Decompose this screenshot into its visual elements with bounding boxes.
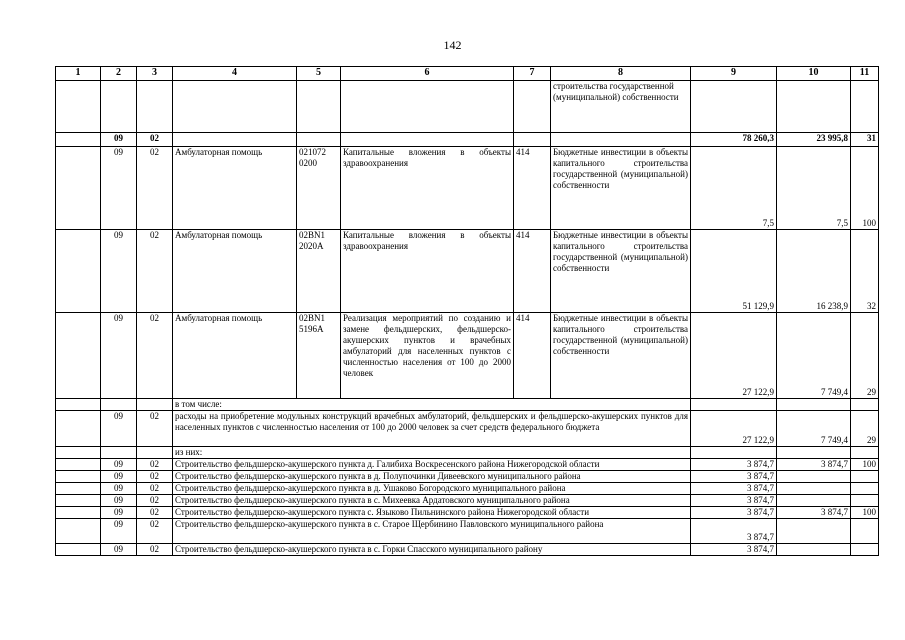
cell-plan: 3 874,7 xyxy=(691,507,777,519)
cell-plan: 3 874,7 xyxy=(691,544,777,556)
cell-actual xyxy=(777,544,851,556)
column-header: 3 xyxy=(137,67,173,81)
cell-actual: 3 874,7 xyxy=(777,459,851,471)
table-row xyxy=(56,230,879,313)
cell-actual: 7 749,4 xyxy=(777,313,851,399)
cell-name: Амбулаторная помощь xyxy=(173,313,297,399)
column-header: 2 xyxy=(101,67,137,81)
cell-plan: 27 122,9 xyxy=(691,313,777,399)
table-row xyxy=(56,399,879,411)
table-row xyxy=(56,471,879,483)
budget-table xyxy=(55,66,879,556)
cell-type: 414 xyxy=(514,147,551,230)
cell-actual: 16 238,9 xyxy=(777,230,851,313)
cell-note: в том числе: xyxy=(173,399,691,411)
column-header: 4 xyxy=(173,67,297,81)
cell-section: 09 xyxy=(101,411,137,447)
cell-percent: 100 xyxy=(851,459,879,471)
column-header: 9 xyxy=(691,67,777,81)
column-header: 7 xyxy=(514,67,551,81)
cell-subsection: 02 xyxy=(137,507,173,519)
cell-section: 09 xyxy=(101,483,137,495)
cell-plan: 3 874,7 xyxy=(691,483,777,495)
cell-actual xyxy=(777,483,851,495)
cell-percent: 29 xyxy=(851,313,879,399)
header-row xyxy=(56,67,879,81)
cell-name: Амбулаторная помощь xyxy=(173,147,297,230)
cell-type: 414 xyxy=(514,313,551,399)
cell-percent: 32 xyxy=(851,230,879,313)
cell-section: 09 xyxy=(101,544,137,556)
cell-name: Амбулаторная помощь xyxy=(173,230,297,313)
column-header: 11 xyxy=(851,67,879,81)
cell-plan: 27 122,9 xyxy=(691,411,777,447)
cell-subsection: 02 xyxy=(137,147,173,230)
table-row xyxy=(56,411,879,447)
cell-actual: 23 995,8 xyxy=(777,133,851,147)
table-row xyxy=(56,483,879,495)
cell-section: 09 xyxy=(101,313,137,399)
cell-section: 09 xyxy=(101,459,137,471)
cell-code: 02BN1 2020A xyxy=(297,230,341,313)
cell-percent: 100 xyxy=(851,147,879,230)
cell-plan: 3 874,7 xyxy=(691,471,777,483)
cell-name: Строительство фельдшерско-акушерского пункта с. Языково Пильнинского района Нижегородской области xyxy=(173,507,691,519)
table-row xyxy=(56,147,879,230)
cell-name: Строительство фельдшерско-акушерского пункта в д. Полупочинки Дивеевского муниципального района xyxy=(173,471,691,483)
cell-description: Капитальные вложения в объекты здравоохранения xyxy=(341,230,514,313)
cell-name: Строительство фельдшерско-акушерского пункта в с. Михеевка Ардатовского муниципального района xyxy=(173,495,691,507)
cell-form: Бюджетные инвестиции в объекты капитального строительства государственной (муниципальной) собственности xyxy=(551,230,691,313)
table-row xyxy=(56,507,879,519)
cell-description: Реализация мероприятий по созданию и замене фельдшерских, фельдшерско-акушерских пунктов и врачебных амбулаторий для населенных пунктов с численностью населения от 100 до 2000 человек xyxy=(341,313,514,399)
cell-section: 09 xyxy=(101,133,137,147)
cell-actual: 3 874,7 xyxy=(777,507,851,519)
column-header: 6 xyxy=(341,67,514,81)
cell-form: строительства государственной (муниципальной) собственности xyxy=(551,81,691,133)
cell-section: 09 xyxy=(101,507,137,519)
cell-section: 09 xyxy=(101,230,137,313)
cell-form: Бюджетные инвестиции в объекты капитального строительства государственной (муниципальной) собственности xyxy=(551,147,691,230)
table-row xyxy=(56,81,879,133)
cell-subsection: 02 xyxy=(137,519,173,544)
cell-plan: 78 260,3 xyxy=(691,133,777,147)
cell-subsection: 02 xyxy=(137,483,173,495)
table-row xyxy=(56,459,879,471)
table-row xyxy=(56,447,879,459)
cell-percent xyxy=(851,483,879,495)
column-header: 10 xyxy=(777,67,851,81)
cell-form: Бюджетные инвестиции в объекты капитального строительства государственной (муниципальной) собственности xyxy=(551,313,691,399)
cell-plan: 3 874,7 xyxy=(691,519,777,544)
table-row xyxy=(56,519,879,544)
cell-section: 09 xyxy=(101,519,137,544)
table-row xyxy=(56,313,879,399)
cell-subsection: 02 xyxy=(137,459,173,471)
cell-percent: 31 xyxy=(851,133,879,147)
cell-note: из них: xyxy=(173,447,691,459)
cell-percent: 100 xyxy=(851,507,879,519)
cell-subsection: 02 xyxy=(137,133,173,147)
cell-name: Строительство фельдшерско-акушерского пункта в д. Ушаково Богородского муниципального района xyxy=(173,483,691,495)
cell-subsection: 02 xyxy=(137,411,173,447)
cell-name: Строительство фельдшерско-акушерского пункта в с. Горки Спасского муниципального району xyxy=(173,544,691,556)
cell-actual xyxy=(777,495,851,507)
page-number: 142 xyxy=(443,38,462,52)
cell-actual xyxy=(777,471,851,483)
table-row xyxy=(56,544,879,556)
cell-section: 09 xyxy=(101,495,137,507)
cell-plan: 3 874,7 xyxy=(691,495,777,507)
cell-description: Капитальные вложения в объекты здравоохранения xyxy=(341,147,514,230)
cell-type: 414 xyxy=(514,230,551,313)
column-header: 1 xyxy=(56,67,101,81)
cell-subsection: 02 xyxy=(137,471,173,483)
cell-percent xyxy=(851,471,879,483)
cell-actual xyxy=(777,519,851,544)
table-row xyxy=(56,495,879,507)
cell-percent: 29 xyxy=(851,411,879,447)
cell-subsection: 02 xyxy=(137,495,173,507)
cell-plan: 7,5 xyxy=(691,147,777,230)
cell-plan: 51 129,9 xyxy=(691,230,777,313)
cell-subsection: 02 xyxy=(137,230,173,313)
cell-plan: 3 874,7 xyxy=(691,459,777,471)
cell-subsection: 02 xyxy=(137,313,173,399)
column-header: 8 xyxy=(551,67,691,81)
cell-name: Строительство фельдшерско-акушерского пункта д. Галибиха Воскресенского района Нижегородской области xyxy=(173,459,691,471)
cell-section: 09 xyxy=(101,147,137,230)
cell-code: 02BN1 5196A xyxy=(297,313,341,399)
cell-section: 09 xyxy=(101,471,137,483)
cell-description: расходы на приобретение модульных конструкций врачебных амбулаторий, фельдшерских и фельдшерско-акушерских пунктов для населенных пунктов с численностью населения от 100 до 2000 человек за счет средств федерального бюджета xyxy=(173,411,691,447)
cell-percent xyxy=(851,495,879,507)
cell-percent xyxy=(851,519,879,544)
column-header: 5 xyxy=(297,67,341,81)
cell-actual: 7 749,4 xyxy=(777,411,851,447)
cell-actual: 7,5 xyxy=(777,147,851,230)
cell-name: Строительство фельдшерско-акушерского пункта в с. Старое Щербинино Павловского муниципального района xyxy=(173,519,691,544)
cell-percent xyxy=(851,544,879,556)
cell-subsection: 02 xyxy=(137,544,173,556)
table-row xyxy=(56,133,879,147)
cell-code: 021072 0200 xyxy=(297,147,341,230)
